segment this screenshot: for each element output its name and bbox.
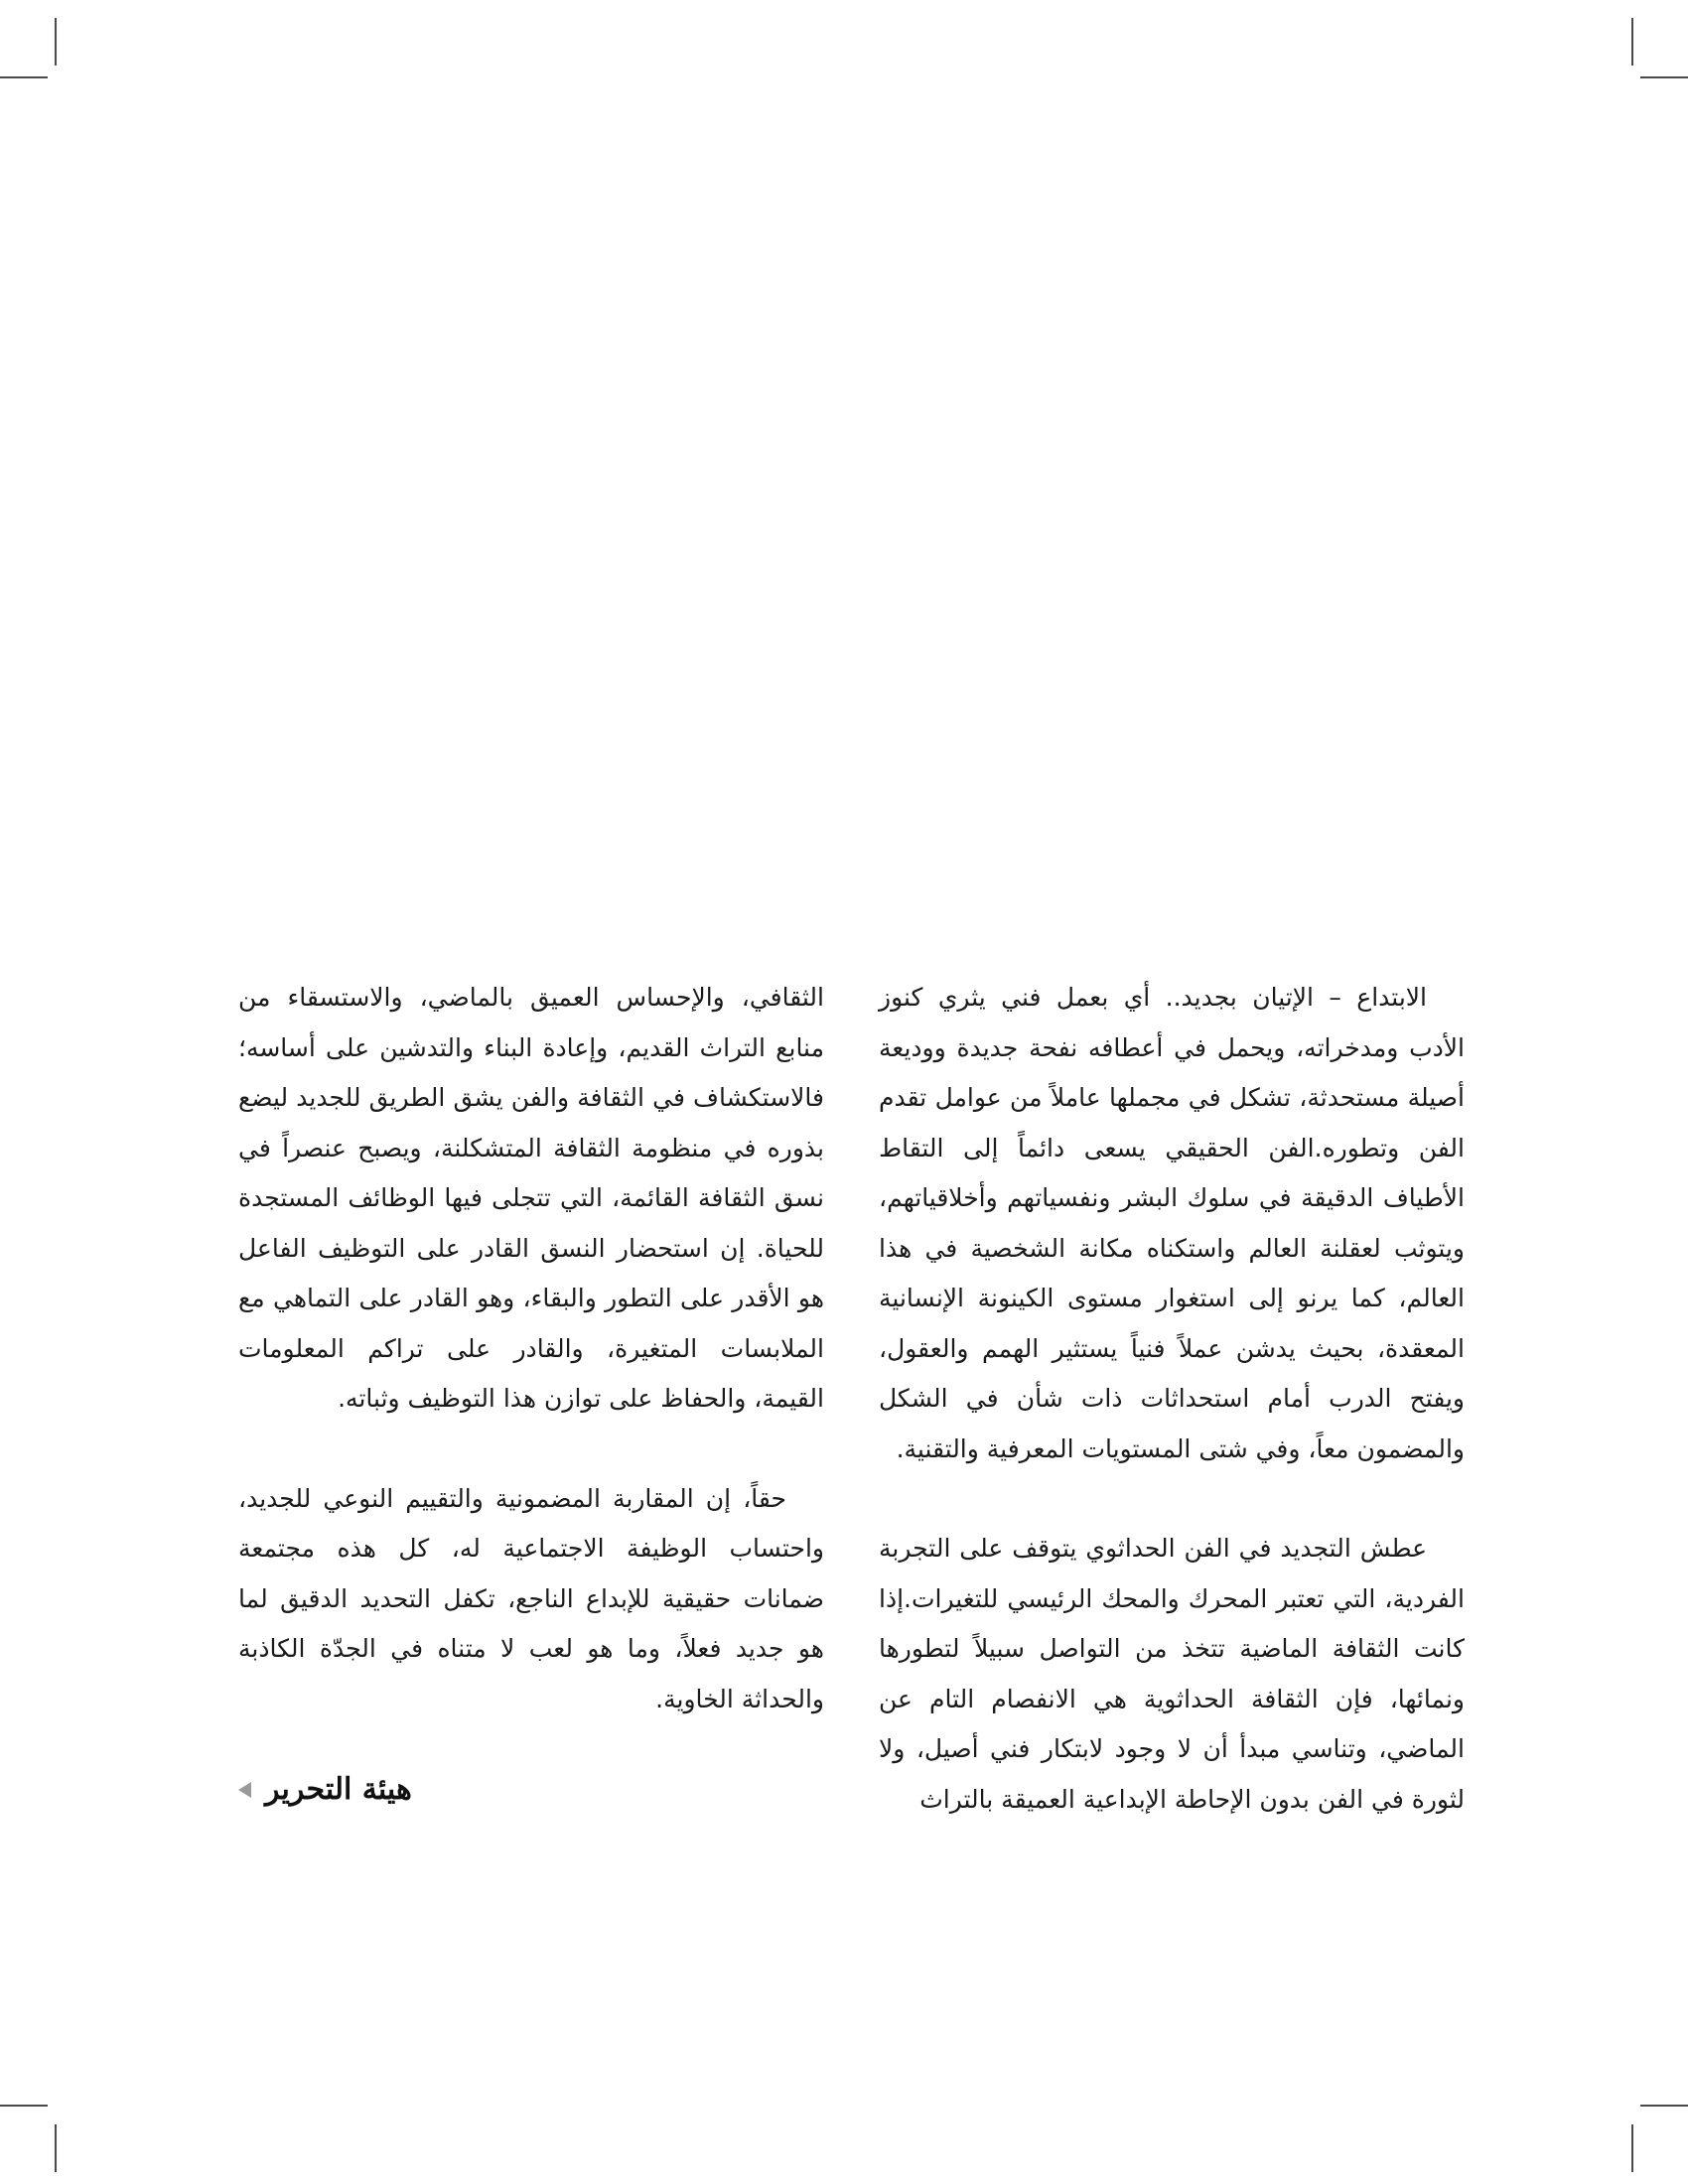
- crop-mark-bottom-right-horizontal: [1640, 2105, 1688, 2107]
- crop-mark-top-right-horizontal: [1640, 76, 1688, 78]
- crop-mark-top-right-vertical: [1631, 18, 1633, 66]
- article-column-right: [879, 973, 1465, 1825]
- triangle-bullet-icon: [238, 1782, 251, 1798]
- article-paragraph: حقاً، إن المقاربة المضمونية والتقييم النوعي للجديد، واحتساب الوظيفة الاجتماعية له، كل هذه مجتمعة ضمانات حقيقية للإبداع الناجع، تكفل التحديد الدقيق لما هو جديد فعلاً، وما هو لعب لا متناه في الجدّة الكاذبة والحداثة الخاوية.: [238, 1483, 824, 1713]
- article-column-left: [238, 973, 824, 1724]
- crop-mark-bottom-left-vertical: [55, 2124, 57, 2172]
- signature-name: هيئة التحرير: [265, 1772, 412, 1807]
- article-paragraph: عطش التجديد في الفن الحداثوي يتوقف على التجربة الفردية، التي تعتبر المحرك والمحك الرئيسي للتغيرات.إذا كانت الثقافة الماضية تتخذ من التواصل سبيلاً لتطورها ونمائها، فإن الثقافة الحداثوية هي الانفصام التام عن الماضي، وتناسي مبدأ أن لا وجود لابتكار فني أصيل، ولا لثورة في الفن بدون الإحاطة الإبداعية العميقة بالتراث: [879, 1534, 1465, 1814]
- crop-mark-bottom-left-horizontal: [0, 2105, 48, 2107]
- crop-mark-top-left-horizontal: [0, 76, 48, 78]
- article-paragraph: الابتداع – الإتيان بجديد.. أي بعمل فني يثري كنوز الأدب ومدخراته، ويحمل في أعطافه نفحة جديدة ووديعة أصيلة مستحدثة، تشكل في مجملها عاملاً من عوامل تقدم الفن وتطوره.الفن الحقيقي يسعى دائماً إلى التقاط الأطياف الدقيقة في سلوك البشر ونفسياتهم وأخلاقياتهم، ويتوثب لعقلنة العالم واستكناه مكانة الشخصية في هذا العالم، كما يرنو إلى استغوار مستوى الكينونة الإنسانية المعقدة، بحيث يدشن عملاً فنياً يستثير الهمم والعقول، ويفتح الدرب أمام استحداثات ذات شأن في الشكل والمضمون معاً، وفي شتى المستويات المعرفية والتقنية.: [879, 983, 1465, 1463]
- editorial-signature: [238, 1772, 412, 1807]
- article-paragraph: الثقافي، والإحساس العميق بالماضي، والاستسقاء من منابع التراث القديم، وإعادة البناء والتدشين على أساسه؛ فالاستكشاف في الثقافة والفن يشق الطريق للجديد ليضع بذوره في منظومة الثقافة المتشكلنة، ويصبح عنصراً في نسق الثقافة القائمة، التي تتجلى فيها الوظائف المستجدة للحياة. إن استحضار النسق القادر على التوظيف الفاعل هو الأقدر على التطور والبقاء، وهو القادر على التماهي مع الملابسات المتغيرة، والقادر على تراكم المعلومات القيمة، والحفاظ على توازن هذا التوظيف وثباته.: [238, 983, 824, 1413]
- crop-mark-bottom-right-vertical: [1631, 2124, 1633, 2172]
- crop-mark-top-left-vertical: [55, 18, 57, 66]
